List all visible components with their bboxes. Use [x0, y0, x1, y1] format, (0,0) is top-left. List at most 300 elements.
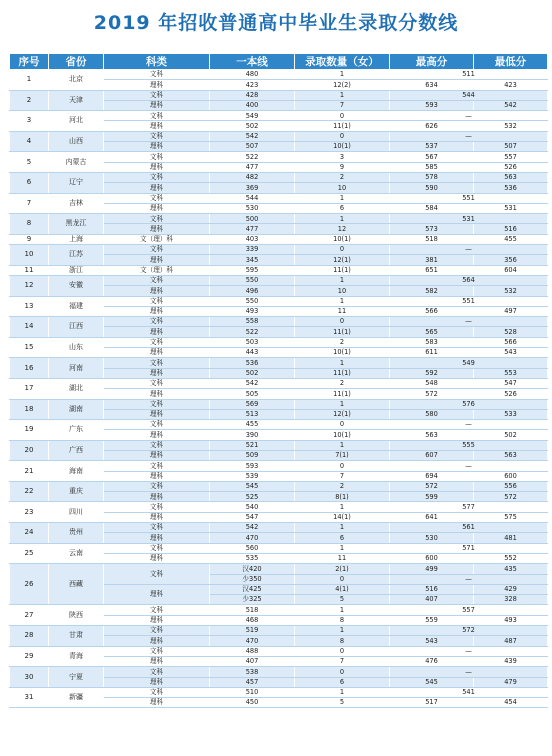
seq-cell: 19: [10, 420, 49, 441]
max-score-cell: 592: [390, 368, 474, 378]
province-cell: 甘肃: [49, 626, 104, 647]
province-group: [10, 317, 548, 338]
merged-score-cell: —: [390, 574, 548, 584]
min-score-cell: 557: [474, 152, 548, 162]
subject-cell: 理科: [104, 286, 210, 296]
table-row: [10, 358, 548, 368]
province-group: [10, 265, 548, 275]
province-group: [10, 90, 548, 111]
subject-cell: 文科: [104, 667, 210, 677]
admit-count-cell: 12(1): [295, 255, 390, 265]
admit-count-cell: 3: [295, 152, 390, 162]
table-row: [10, 399, 548, 409]
subject-cell: 文科: [104, 152, 210, 162]
admit-count-cell: 5: [295, 698, 390, 708]
admit-count-cell: 1: [295, 687, 390, 697]
max-score-cell: 572: [390, 389, 474, 399]
subject-cell: 文科: [104, 420, 210, 430]
min-score-cell: 479: [474, 677, 548, 687]
province-group: [10, 502, 548, 523]
subject-cell: 理科: [104, 348, 210, 358]
tier-line-cell: 502: [210, 368, 295, 378]
merged-score-cell: 544: [390, 90, 548, 100]
tier-line-cell: 443: [210, 348, 295, 358]
province-cell: 内蒙古: [49, 152, 104, 173]
tier-line-cell: 477: [210, 224, 295, 234]
min-score-cell: 543: [474, 348, 548, 358]
max-score-cell: 559: [390, 615, 474, 625]
subject-cell: 理科: [104, 471, 210, 481]
min-score-cell: 439: [474, 656, 548, 666]
subject-cell: 理科: [104, 553, 210, 563]
admit-count-cell: 1: [295, 399, 390, 409]
max-score-cell: 563: [390, 430, 474, 440]
seq-cell: 5: [10, 152, 49, 173]
subject-cell: 文科: [104, 399, 210, 409]
min-score-cell: 435: [474, 564, 548, 574]
admit-count-cell: 5: [295, 595, 390, 605]
table-row: [10, 523, 548, 533]
province-cell: 海南: [49, 461, 104, 482]
max-score-cell: 573: [390, 224, 474, 234]
max-score-cell: 499: [390, 564, 474, 574]
tier-line-cell: 493: [210, 306, 295, 316]
province-cell: 湖北: [49, 378, 104, 399]
seq-cell: 22: [10, 481, 49, 502]
max-score-cell: 584: [390, 203, 474, 213]
admit-count-cell: 0: [295, 111, 390, 121]
table-row: [10, 193, 548, 203]
score-table: [9, 53, 548, 708]
max-score-cell: 580: [390, 409, 474, 419]
province-cell: 辽宁: [49, 172, 104, 193]
province-group: [10, 275, 548, 296]
province-cell: 江苏: [49, 245, 104, 266]
province-group: [10, 131, 548, 152]
admit-count-cell: 2: [295, 481, 390, 491]
province-cell: 河南: [49, 358, 104, 379]
table-row: [10, 378, 548, 388]
province-cell: 西藏: [49, 564, 104, 605]
seq-cell: 25: [10, 543, 49, 564]
subject-cell: 理科: [104, 368, 210, 378]
max-score-cell: 651: [390, 265, 474, 275]
min-score-cell: 356: [474, 255, 548, 265]
max-score-cell: 572: [390, 481, 474, 491]
tier-line-cell: 595: [210, 265, 295, 275]
tier-line-cell: 400: [210, 100, 295, 110]
admit-count-cell: 7: [295, 656, 390, 666]
province-cell: 福建: [49, 296, 104, 317]
seq-cell: 18: [10, 399, 49, 420]
subject-cell: 文科: [104, 626, 210, 636]
province-cell: 新疆: [49, 687, 104, 708]
merged-score-cell: 541: [390, 687, 548, 697]
admit-count-cell: 11(1): [295, 368, 390, 378]
table-row: [10, 481, 548, 491]
table-row: [10, 214, 548, 224]
admit-count-cell: 0: [295, 667, 390, 677]
province-group: [10, 687, 548, 708]
province-group: [10, 543, 548, 564]
min-score-cell: 553: [474, 368, 548, 378]
subject-cell: 文科: [104, 111, 210, 121]
tier-line-cell: 535: [210, 553, 295, 563]
max-score-cell: 543: [390, 636, 474, 646]
province-cell: 四川: [49, 502, 104, 523]
merged-score-cell: —: [390, 245, 548, 255]
tier-line-cell: 525: [210, 492, 295, 502]
province-cell: 山西: [49, 131, 104, 152]
subject-cell: 理科: [104, 255, 210, 265]
subject-cell: 文科: [104, 543, 210, 553]
admit-count-cell: 14(1): [295, 512, 390, 522]
admit-count-cell: 1: [295, 440, 390, 450]
subject-cell: 文科: [104, 440, 210, 450]
max-score-cell: 537: [390, 142, 474, 152]
tier-line-cell: 530: [210, 203, 295, 213]
admit-count-cell: 12(2): [295, 80, 390, 90]
admit-count-cell: 7(1): [295, 450, 390, 460]
admit-count-cell: 1: [295, 296, 390, 306]
tier-line-cell: 540: [210, 502, 295, 512]
admit-count-cell: 8: [295, 615, 390, 625]
table-row: [10, 172, 548, 182]
province-cell: 贵州: [49, 523, 104, 544]
tier-line-cell: 513: [210, 409, 295, 419]
subject-cell: 理科: [104, 430, 210, 440]
min-score-cell: 526: [474, 389, 548, 399]
max-score-cell: 407: [390, 595, 474, 605]
max-score-cell: 611: [390, 348, 474, 358]
min-score-cell: 600: [474, 471, 548, 481]
merged-score-cell: 555: [390, 440, 548, 450]
max-score-cell: 545: [390, 677, 474, 687]
tier-line-cell: 542: [210, 131, 295, 141]
province-cell: 上海: [49, 234, 104, 244]
max-score-cell: 530: [390, 533, 474, 543]
seq-cell: 1: [10, 70, 49, 91]
tier-line-cell: 407: [210, 656, 295, 666]
min-score-cell: 566: [474, 337, 548, 347]
admit-count-cell: 0: [295, 646, 390, 656]
admit-count-cell: 1: [295, 214, 390, 224]
subject-cell: 理科: [104, 615, 210, 625]
max-score-cell: 578: [390, 172, 474, 182]
max-score-cell: 641: [390, 512, 474, 522]
subject-cell: 理科: [104, 183, 210, 193]
min-score-cell: 507: [474, 142, 548, 152]
table-row: [10, 461, 548, 471]
seq-cell: 7: [10, 193, 49, 214]
subject-cell: 理科: [104, 142, 210, 152]
subject-cell: 理科: [104, 636, 210, 646]
seq-cell: 14: [10, 317, 49, 338]
merged-score-cell: 576: [390, 399, 548, 409]
admit-count-cell: 0: [295, 245, 390, 255]
subject-cell: 文（理）科: [104, 265, 210, 275]
subject-cell: 文科: [104, 193, 210, 203]
subject-cell: 文科: [104, 296, 210, 306]
tier-line-cell: 545: [210, 481, 295, 491]
merged-score-cell: 511: [390, 70, 548, 80]
tier-line-cell: 482: [210, 172, 295, 182]
tier-line-cell: 457: [210, 677, 295, 687]
admit-count-cell: 0: [295, 131, 390, 141]
province-cell: 广东: [49, 420, 104, 441]
province-cell: 安徽: [49, 275, 104, 296]
admit-count-cell: 1: [295, 358, 390, 368]
province-group: [10, 172, 548, 193]
admit-count-cell: 6: [295, 677, 390, 687]
province-group: [10, 626, 548, 647]
min-score-cell: 604: [474, 265, 548, 275]
tier-line-cell: 539: [210, 471, 295, 481]
max-score-cell: 634: [390, 80, 474, 90]
merged-score-cell: 549: [390, 358, 548, 368]
tier-line-cell: 470: [210, 636, 295, 646]
province-cell: 河北: [49, 111, 104, 132]
province-cell: 云南: [49, 543, 104, 564]
subject-cell: 理科: [104, 121, 210, 131]
seq-cell: 16: [10, 358, 49, 379]
merged-score-cell: 531: [390, 214, 548, 224]
province-group: [10, 193, 548, 214]
seq-cell: 29: [10, 646, 49, 667]
province-group: [10, 214, 548, 235]
province-cell: 吉林: [49, 193, 104, 214]
province-group: [10, 399, 548, 420]
tier-line-cell: 550: [210, 296, 295, 306]
province-group: [10, 152, 548, 173]
min-score-cell: 575: [474, 512, 548, 522]
table-header-row: [10, 54, 548, 70]
tier-line-cell: 549: [210, 111, 295, 121]
merged-score-cell: —: [390, 667, 548, 677]
admit-count-cell: 9: [295, 162, 390, 172]
admit-count-cell: 11(1): [295, 327, 390, 337]
min-score-cell: 563: [474, 450, 548, 460]
subject-cell: 文科: [104, 245, 210, 255]
subject-cell: 文科: [104, 172, 210, 182]
seq-cell: 3: [10, 111, 49, 132]
province-group: [10, 337, 548, 358]
tier-line-cell: 少350: [210, 574, 295, 584]
admit-count-cell: 1: [295, 543, 390, 553]
min-score-cell: 516: [474, 224, 548, 234]
table-row: [10, 131, 548, 141]
table-row: [10, 152, 548, 162]
table-row: [10, 337, 548, 347]
admit-count-cell: 4(1): [295, 584, 390, 594]
max-score-cell: 593: [390, 100, 474, 110]
min-score-cell: 572: [474, 492, 548, 502]
seq-cell: 12: [10, 275, 49, 296]
tier-line-cell: 519: [210, 626, 295, 636]
merged-score-cell: 561: [390, 523, 548, 533]
merged-score-cell: —: [390, 420, 548, 430]
province-cell: 江西: [49, 317, 104, 338]
min-score-cell: 556: [474, 481, 548, 491]
merged-score-cell: —: [390, 646, 548, 656]
province-group: [10, 605, 548, 626]
tier-line-cell: 544: [210, 193, 295, 203]
max-score-cell: 600: [390, 553, 474, 563]
max-score-cell: 626: [390, 121, 474, 131]
merged-score-cell: 564: [390, 275, 548, 285]
max-score-cell: 516: [390, 584, 474, 594]
table-row: [10, 646, 548, 656]
subject-cell: 理科: [104, 100, 210, 110]
max-score-cell: 582: [390, 286, 474, 296]
max-score-cell: 518: [390, 234, 474, 244]
tier-line-cell: 468: [210, 615, 295, 625]
table-row: [10, 90, 548, 100]
seq-cell: 11: [10, 265, 49, 275]
tier-line-cell: 538: [210, 667, 295, 677]
province-cell: 广西: [49, 440, 104, 461]
merged-score-cell: —: [390, 111, 548, 121]
tier-line-cell: 汉425: [210, 584, 295, 594]
admit-count-cell: 12(1): [295, 409, 390, 419]
tier-line-cell: 536: [210, 358, 295, 368]
seq-cell: 8: [10, 214, 49, 235]
table-row: [10, 564, 548, 574]
max-score-cell: 476: [390, 656, 474, 666]
subject-cell: 理科: [104, 512, 210, 522]
subject-cell: 理科: [104, 533, 210, 543]
max-score-cell: 583: [390, 337, 474, 347]
subject-cell: 文科: [104, 481, 210, 491]
tier-line-cell: 593: [210, 461, 295, 471]
subject-cell: 理科: [104, 80, 210, 90]
header-min-score: 最低分: [474, 54, 548, 70]
merged-score-cell: 572: [390, 626, 548, 636]
subject-cell: 文科: [104, 523, 210, 533]
admit-count-cell: 1: [295, 275, 390, 285]
seq-cell: 24: [10, 523, 49, 544]
admit-count-cell: 12: [295, 224, 390, 234]
merged-score-cell: 551: [390, 193, 548, 203]
merged-score-cell: 577: [390, 502, 548, 512]
admit-count-cell: 1: [295, 626, 390, 636]
admit-count-cell: 10(1): [295, 430, 390, 440]
subject-cell: 文（理）科: [104, 234, 210, 244]
header-subject: 科类: [104, 54, 210, 70]
tier-line-cell: 547: [210, 512, 295, 522]
max-score-cell: 566: [390, 306, 474, 316]
province-group: [10, 234, 548, 244]
table-row: [10, 502, 548, 512]
admit-count-cell: 8: [295, 636, 390, 646]
subject-cell: 理科: [104, 389, 210, 399]
seq-cell: 20: [10, 440, 49, 461]
min-score-cell: 532: [474, 121, 548, 131]
min-score-cell: 454: [474, 698, 548, 708]
province-group: [10, 564, 548, 605]
merged-score-cell: 551: [390, 296, 548, 306]
admit-count-cell: 10: [295, 183, 390, 193]
admit-count-cell: 0: [295, 461, 390, 471]
seq-cell: 15: [10, 337, 49, 358]
admit-count-cell: 2: [295, 378, 390, 388]
admit-count-cell: 1: [295, 523, 390, 533]
table-row: [10, 234, 548, 244]
subject-cell: 理科: [104, 306, 210, 316]
admit-count-cell: 0: [295, 420, 390, 430]
admit-count-cell: 7: [295, 100, 390, 110]
max-score-cell: 567: [390, 152, 474, 162]
seq-cell: 17: [10, 378, 49, 399]
subject-cell: 文科: [104, 502, 210, 512]
tier-line-cell: 503: [210, 337, 295, 347]
admit-count-cell: 1: [295, 70, 390, 80]
subject-cell: 文科: [104, 317, 210, 327]
seq-cell: 23: [10, 502, 49, 523]
province-group: [10, 667, 548, 688]
min-score-cell: 552: [474, 553, 548, 563]
province-group: [10, 481, 548, 502]
tier-line-cell: 505: [210, 389, 295, 399]
tier-line-cell: 汉420: [210, 564, 295, 574]
min-score-cell: 493: [474, 615, 548, 625]
tier-line-cell: 558: [210, 317, 295, 327]
tier-line-cell: 339: [210, 245, 295, 255]
admit-count-cell: 11: [295, 306, 390, 316]
tier-line-cell: 502: [210, 121, 295, 131]
min-score-cell: 423: [474, 80, 548, 90]
tier-line-cell: 510: [210, 687, 295, 697]
subject-cell: 理科: [104, 492, 210, 502]
tier-line-cell: 507: [210, 142, 295, 152]
seq-cell: 10: [10, 245, 49, 266]
seq-cell: 4: [10, 131, 49, 152]
subject-cell: 理科: [104, 162, 210, 172]
max-score-cell: 585: [390, 162, 474, 172]
subject-cell: 文科: [104, 605, 210, 615]
admit-count-cell: 10(1): [295, 348, 390, 358]
tier-line-cell: 少325: [210, 595, 295, 605]
province-group: [10, 358, 548, 379]
admit-count-cell: 11(1): [295, 389, 390, 399]
tier-line-cell: 470: [210, 533, 295, 543]
tier-line-cell: 521: [210, 440, 295, 450]
province-group: [10, 378, 548, 399]
subject-cell: 文科: [104, 90, 210, 100]
min-score-cell: 502: [474, 430, 548, 440]
admit-count-cell: 0: [295, 317, 390, 327]
min-score-cell: 533: [474, 409, 548, 419]
seq-cell: 26: [10, 564, 49, 605]
table-row: [10, 317, 548, 327]
tier-line-cell: 450: [210, 698, 295, 708]
header-tier-one-line: 一本线: [210, 54, 295, 70]
province-cell: 黑龙江: [49, 214, 104, 235]
seq-cell: 9: [10, 234, 49, 244]
admit-count-cell: 6: [295, 533, 390, 543]
min-score-cell: 528: [474, 327, 548, 337]
min-score-cell: 497: [474, 306, 548, 316]
subject-cell: 文科: [104, 564, 210, 585]
table-row: [10, 626, 548, 636]
subject-cell: 理科: [104, 677, 210, 687]
admit-count-cell: 8(1): [295, 492, 390, 502]
seq-cell: 30: [10, 667, 49, 688]
table-row: [10, 70, 548, 80]
merged-score-cell: —: [390, 131, 548, 141]
min-score-cell: 531: [474, 203, 548, 213]
max-score-cell: 548: [390, 378, 474, 388]
